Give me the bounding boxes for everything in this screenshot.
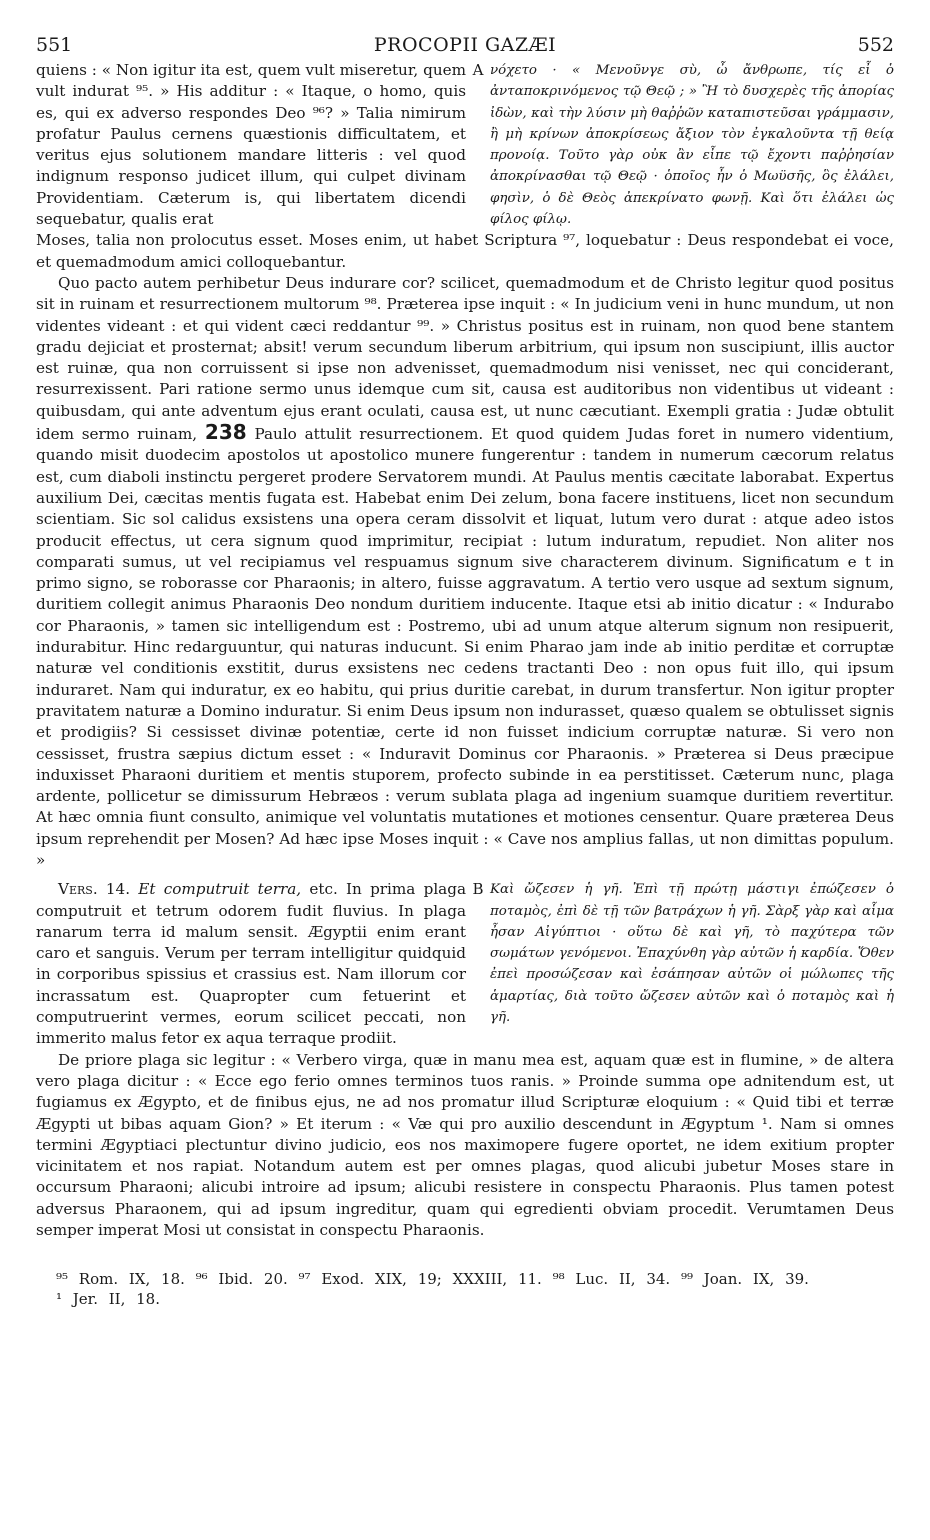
paragraph-2-part-b: Paulo attulit resurrectionem. Et quod quidem Judas foret in numero videntium, quando misit duodecim apostolos ut apostolico munere fungerentur : tandem in numerum cæcorum relatus est, cum diaboli instinctu pergeret prodere Servatorem mundi. At Paulus mentis cæcitate laborabat. Expertus auxilium Dei, cæcitas mentis fugata est. Habebat enim Dei zelum, bona facere instituens, licet non secundum scientiam. Sic sol calidus exsistens una opera ceram dissolvit et liquat, lutum vero durat : atque adeo istos producit effectus, ut cera signum quod imprimitur, recipiat : lutum induratum, repudiet. Non aliter nos comparati sumus, ut vel recipiamus vel respuamus signum sive characterem divinum. Significatum e t in primo signo, se roborasse cor Pharaonis; in altero, fuisse aggravatum. A tertio vero usque ad sextum signum, duritiem collegit animus Pharaonis Deo nondum duritiem inducente. Itaque etsi ab initio dicatur : « Indurabo cor Pharaonis, » tamen sic intelligendum est : Postremo, ubi ad unum atque alterum signum non resipuerit, indurabitur. Hinc redarguuntur, qui naturas inducunt. Si enim Pharao jam inde ab initio perditæ et corruptæ naturæ vel conditionis exstitit, durus exsistens nec cedens tractanti Deo : non opus fuit illo, qui ipsum induraret. Nam qui induratur, ex eo habitu, qui prius duritie carebat, in durum transfertur. Non igitur propter pravitatem naturæ a Domino induratur. Si enim Deus ipsum non indurasset, quæso qualem se obtulisset signis et prodigiis? Si cessisset divinæ potentiæ, certe id non fuisset indicium corruptæ naturæ. Si vero non cessisset, frustra sæpius dictum esset : « Induravit Dominus cor Pharaonis. » Præterea si Deus præcipue induxisset Pharaoni duritiem et mentis stuporem, profecto subinde in ea perstitisset. Cæterum nunc, plaga ardente, pollicetur se dimissurum Hebræos : verum sublata plaga ad ingenium suamque duritiem revertitur. At hæc omnia fiunt consulto, animique vel voluntatis mutationes et motiones censentur. Quare præterea Deus ipsum reprehendit per Mosen? Ad hæc ipse Moses inquit : « Cave nos amplius fallas, ut non dimittas populum. » xyxy=(36,425,895,869)
main-text-2 xyxy=(36,1050,894,1242)
latin-text-b xyxy=(36,879,466,1049)
column-marker-b: B xyxy=(472,880,484,899)
page-number-left: 551 xyxy=(36,34,73,56)
greek-column-b xyxy=(490,879,894,1049)
footnote-line-1: ⁹⁵ Rom. IX, 18. ⁹⁶ Ibid. 20. ⁹⁷ Exod. XIX, 19; XXXIII, 11. ⁹⁸ Luc. II, 34. ⁹⁹ Joan. IX, 39. xyxy=(56,1270,809,1289)
verse-lemma: Et computruit terra, xyxy=(138,880,302,899)
column-marker-a: A xyxy=(472,61,484,79)
footnotes xyxy=(36,1269,894,1309)
footnote-line-2: ¹ Jer. II, 18. xyxy=(56,1290,160,1309)
inline-page-number: 238 xyxy=(204,420,247,445)
latin-column-a xyxy=(36,60,466,230)
latin-commentary-b: etc. In prima plaga computruit et tetrum odorem fudit fluvius. In plaga ranarum terra id malum sensit. Ægyptii enim erant caro et sanguis. Verum per terram intelligitur quidquid in corporibus spissius et crassius est. Nam illorum cor incrassatum est. Quapropter cum fetuerint et computruerint vermes, eorum scilicet peccati, non immerito malus fetor ex aqua terraque prodiit. xyxy=(36,880,467,1048)
verse-label: Vers. 14. xyxy=(58,880,131,899)
greek-text-b: Καὶ ὤζεσεν ἡ γῆ. Ἐπὶ τῇ πρώτῃ μάστιγι ἐπώζεσεν ὁ ποταμὸς, ἐπὶ δὲ τῇ τῶν βατράχων ἡ γῆ. Σὰρξ γὰρ καὶ αἷμα ἦσαν Αἰγύπτιοι · οὕτω δὲ καὶ γῆ, τὸ παχύτερα τῶν σωμάτων γενόμενοι. Ἐπαχύνθη γὰρ αὐτῶν ἡ καρδία. Ὅθεν ἐπεὶ προσώζεσαν καὶ ἐσάπησαν αὐτῶν οἱ μώλωπες τῆς ἁμαρτίας, διὰ τοῦτο ὤζεσεν αὐτῶν καὶ ὁ ποταμὸς καὶ ἡ γῆ. xyxy=(490,882,894,1026)
page-number-right: 552 xyxy=(857,34,894,56)
page xyxy=(36,34,894,1309)
latin-column-b xyxy=(36,879,466,1049)
running-header xyxy=(36,34,894,60)
greek-column-a xyxy=(490,60,894,230)
spacer xyxy=(36,871,894,879)
paragraph-2-part-a: Quo pacto autem perhibetur Deus indurare cor? scilicet, quemadmodum et de Christo legitur quod positus sit in ruinam et resurrectionem multorum ⁹⁸. Præterea ipse inquit : « In judicium veni in hunc mundum, ut non videntes videant : et qui vident cæci reddantur ⁹⁹. » Christus positus est in ruinam, non quod bene stantem gradu dejiciat et prosternat; absit! verum secundum liberum arbitrium, qui ipsum non suscipiunt, illis auctor est ruinæ, qua non corruissent si ipse non advenisset, quemadmodum nisi venisset, nec qui conciderant, resurrexissent. Pari ratione sermo unus idemque cum sit, causa est auditoribus non videntibus ut videant : quibusdam, qui ante adventum ejus erant oculati, causa est, ut nunc cæcutiant. Exempli gratia : Judæ obtulit idem sermo ruinam, xyxy=(36,273,894,444)
paragraph-3: De priore plaga sic legitur : « Verbero virga, quæ in manu mea est, aquam quæ est in flumine, » de altera vero plaga dicitur : « Ecce ego ferio omnes terminos tuos ranis. » Proinde summa ope adnitendum est, ut fugiamus ex Ægypto, et de finibus ejus, ne ad nos promatur illud Scripturæ eloquium : « Quid tibi et terræ Ægypti ut bibas aquam Gion? » Et iterum : « Væ qui pro auxilio descendunt in Ægyptum ¹. Nam si omnes termini Ægyptiaci plectuntur divino judicio, eos nos maximopere fugere oportet, ne idem exitium propter vicinitatem et nos rapiat. Notandum autem est per omnes plagas, quod alicubi jubetur Moses stare in occursum Pharaoni; alicubi introire ad ipsum; alicubi resistere in conspectu Pharaonis. Plus tamen potest adversus Pharaonem, qui ad ipsum ingreditur, quam qui egredienti obviam procedit. Verumtamen Deus semper imperat Mosi ut consistat in conspectu Pharaonis. xyxy=(36,1050,894,1240)
greek-text-a: νόχετο · « Μενοῦνγε σὺ, ὦ ἄνθρωπε, τίς εἶ ὁ ἀνταποκρινόμενος τῷ Θεῷ ; » Ἢ τὸ δυσχερὲς τῆς ἀπορίας ἰδὼν, καὶ τὴν λύσιν μὴ θαῤῥῶν καταπιστεῦσαι γράμμασιν, ἢ μὴ κρίνων ἀποκρίσεως ἄξιον τὸν ἐγκαλοῦντα τῇ θείᾳ προνοίᾳ. Τοῦτο γὰρ οὐκ ἂν εἶπε τῷ ἔχοντι παῤῥησίαν ἀποκρίνασθαι τῷ Θεῷ · ὁποῖος ἦν ὁ Μωϋσῆς, ὃς ἐλάλει, φησὶν, ὁ δὲ Θεὸς ἀπεκρίνατο φωνῇ. Καὶ ὅτι ἐλάλει ὡς φίλος φίλῳ. xyxy=(490,63,894,228)
paragraph-1: Moses, talia non prolocutus esset. Moses enim, ut habet Scriptura ⁹⁷, loquebatur : Deus respondebat ei voce, et quemadmodum amici colloquebantur. xyxy=(36,231,894,271)
main-text xyxy=(36,230,894,871)
page-title: PROCOPII GAZÆI xyxy=(373,34,557,56)
parallel-section-a xyxy=(36,60,894,230)
parallel-section-b xyxy=(36,879,894,1049)
latin-text-a: quiens : « Non igitur ita est, quem vult miseretur, quem vult indurat ⁹⁵. » His additur : « Itaque, o homo, quis es, qui ex adverso respondes Deo ⁹⁶? » Talia nimirum profatur Paulus cernens quæstionis difficultatem, et veritus ejus solutionem mandare litteris : vel quod indignum responso judicet illum, qui culpet divinam Providentiam. Cæterum is, qui libertatem dicendi sequebatur, qualis erat xyxy=(36,61,466,229)
paragraph-2 xyxy=(36,273,894,871)
